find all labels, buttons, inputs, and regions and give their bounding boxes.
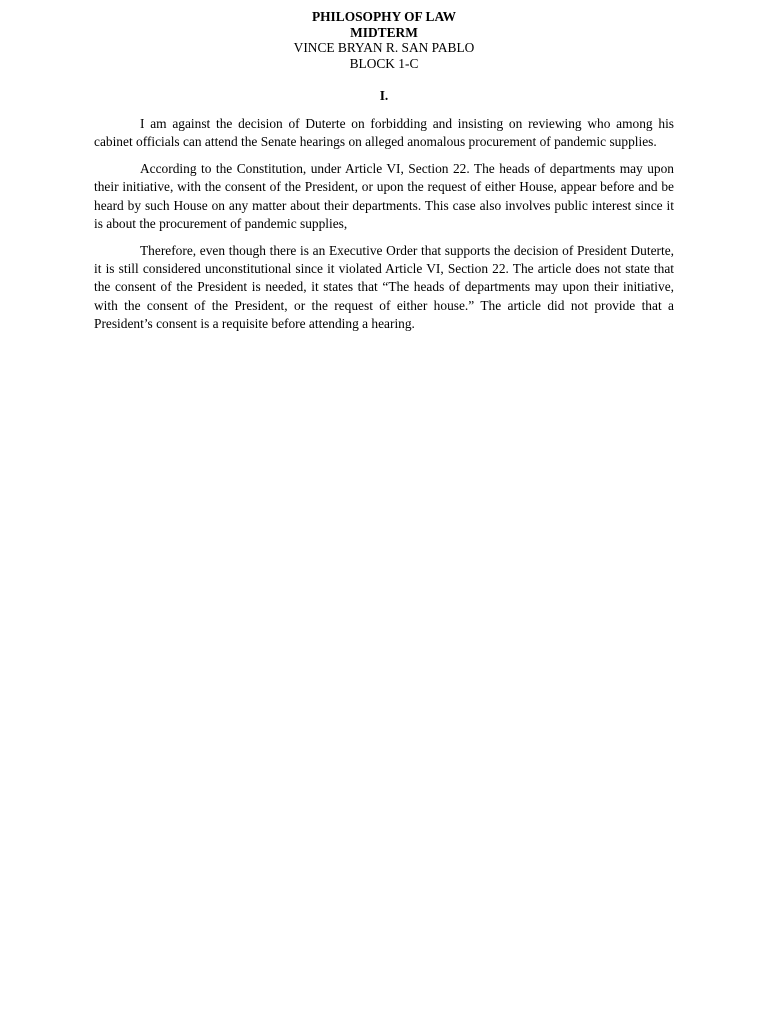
section-heading: I.	[379, 88, 389, 103]
course-title: PHILOSOPHY OF LAW	[311, 9, 457, 24]
student-name: VINCE BRYAN R. SAN PABLO	[293, 40, 475, 55]
paragraph-3: Therefore, even though there is an Executive Order that supports the decision of President Duterte, it is still considered unconstitutional since it violated Article VI, Section 22. The article does not state that the consent of the President is needed, it states that “The heads of departments may upon their initiative, with the consent of the President, or the request of either house.” The article did not provide that a President’s consent is a requisite before attending a hearing.	[94, 242, 674, 331]
document-header	[0, 9, 768, 71]
block-label: BLOCK 1-C	[349, 55, 419, 71]
document-body	[94, 115, 674, 342]
exam-type: MIDTERM	[350, 24, 418, 40]
paragraph-2: According to the Constitution, under Article VI, Section 22. The heads of departments may upon their initiative, with the consent of the President, or upon the request of either House, appear before and be heard by such House on any matter about their departments. This case also involves public interest since it is about the procurement of pandemic supplies,	[94, 161, 674, 231]
paragraph-1: I am against the decision of Duterte on forbidding and insisting on reviewing who among his cabinet officials can attend the Senate hearings on alleged anomalous procurement of pandemic supplies.	[94, 116, 674, 150]
